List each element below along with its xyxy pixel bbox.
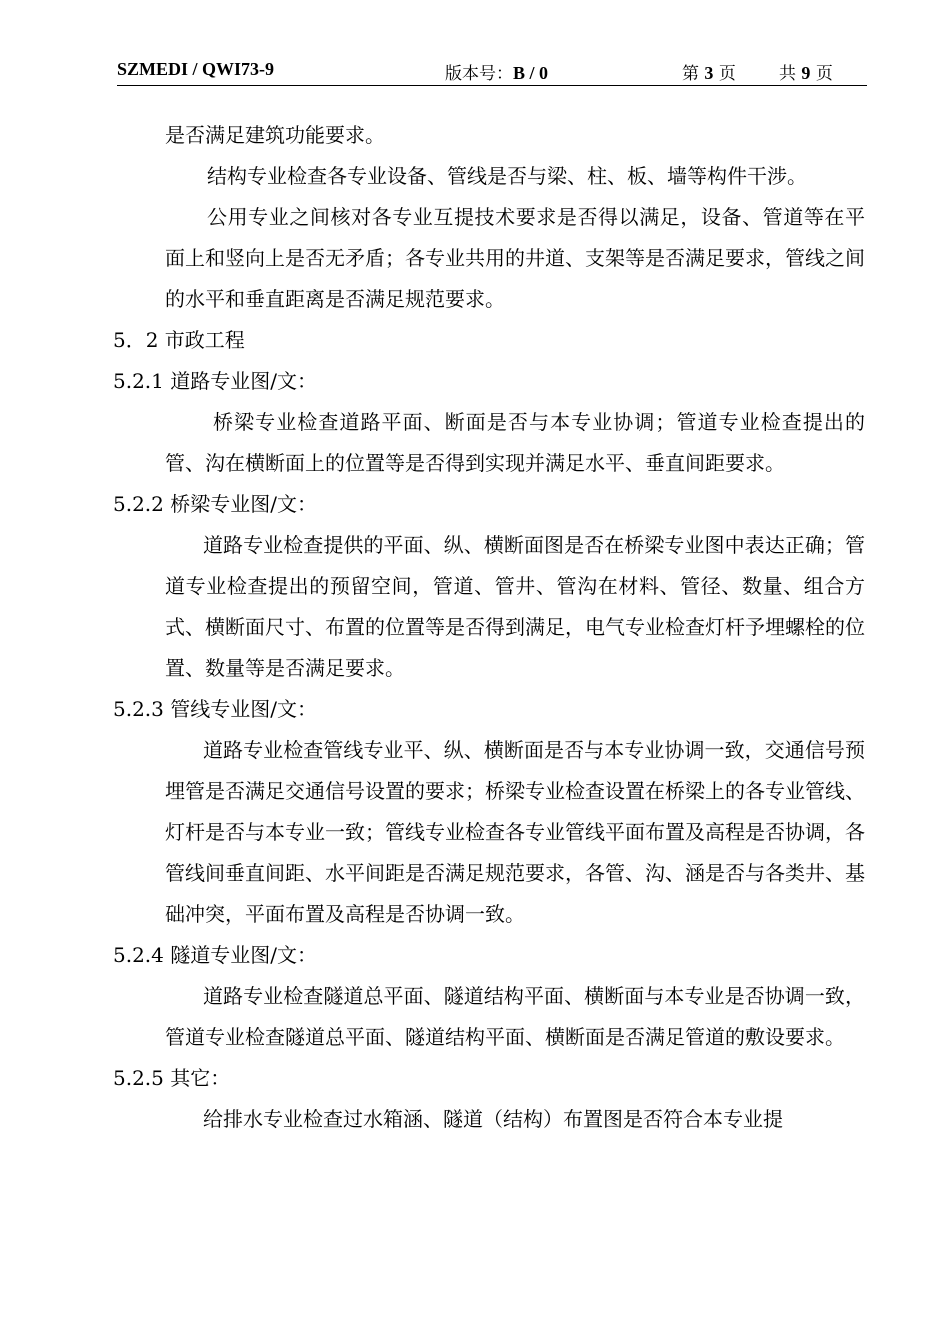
total-num: 9 — [801, 63, 811, 83]
paragraph: 桥梁专业检查道路平面、断面是否与本专业协调；管道专业检查提出的管、沟在横断面上的位置等是否得到实现并满足水平、垂直间距要求。 — [165, 410, 865, 475]
paragraph: 给排水专业检查过水箱涵、隧道（结构）布置图是否符合本专业提 — [203, 1107, 783, 1131]
paragraph: 公用专业之间核对各专业互提技术要求是否得以满足，设备、管道等在平面上和竖向上是否无矛盾；各专业共用的井道、支架等是否满足要求，管线之间的水平和垂直距离是否满足规范要求。 — [165, 205, 865, 311]
subsection-heading: 5.2.4 隧道专业图/文： — [113, 943, 317, 967]
paragraph: 结构专业检查各专业设备、管线是否与梁、柱、板、墙等构件干涉。 — [207, 164, 807, 188]
subsection-heading: 5.2.1 道路专业图/文： — [113, 369, 317, 393]
page-header — [117, 57, 867, 86]
version-label: 版本号： — [445, 64, 513, 84]
document-body — [113, 115, 865, 1140]
subsection-heading: 5.2.2 桥梁专业图/文： — [113, 492, 317, 516]
paragraph: 道路专业检查管线专业平、纵、横断面是否与本专业协调一致，交通信号预埋管是否满足交通信号设置的要求；桥梁专业检查设置在桥梁上的各专业管线、灯杆是否与本专业一致；管线专业检查各专业管线平面布置及高程是否协调，各管线间垂直间距、水平间距是否满足规范要求，各管、沟、涵是否与各类井、基础冲突，平面布置及高程是否协调一致。 — [165, 738, 865, 926]
paragraph: 道路专业检查提供的平面、纵、横断面图是否在桥梁专业图中表达正确；管道专业检查提出的预留空间，管道、管井、管沟在材料、管径、数量、组合方式、横断面尺寸、布置的位置等是否得到满足，电气专业检查灯杆予埋螺栓的位置、数量等是否满足要求。 — [165, 533, 865, 680]
total-suffix: 页 — [815, 64, 833, 84]
page-number — [682, 59, 736, 84]
total-prefix: 共 — [779, 64, 796, 84]
paragraph: 道路专业检查隧道总平面、隧道结构平面、横断面与本专业是否协调一致，管道专业检查隧道总平面、隧道结构平面、横断面是否满足管道的敷设要求。 — [165, 984, 865, 1049]
total-pages — [779, 59, 833, 84]
version-info — [445, 59, 548, 84]
section-heading: 5．2 市政工程 — [113, 328, 245, 352]
subsection-heading: 5.2.5 其它： — [113, 1066, 231, 1090]
paragraph: 是否满足建筑功能要求。 — [165, 123, 385, 147]
document-code: SZMEDI / QWI73-9 — [117, 59, 275, 79]
page-num: 3 — [704, 63, 714, 83]
subsection-heading: 5.2.3 管线专业图/文： — [113, 697, 317, 721]
page-suffix: 页 — [718, 64, 736, 84]
version-value: B / 0 — [513, 63, 549, 83]
page-prefix: 第 — [682, 64, 699, 84]
